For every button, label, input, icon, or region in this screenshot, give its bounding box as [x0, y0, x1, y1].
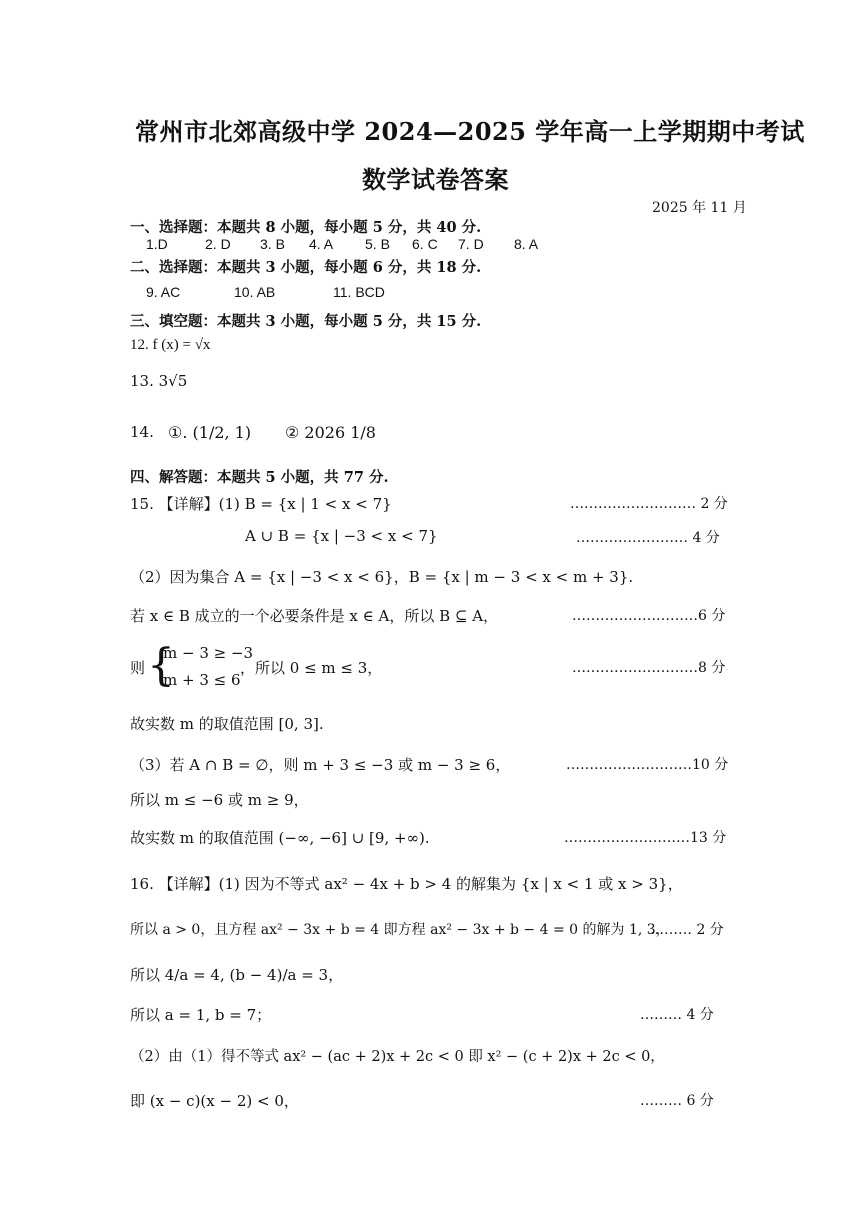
fill-answer-12: 12. f (x) = √x: [130, 337, 211, 353]
multi-answer: 9. AC: [146, 284, 181, 300]
q15-line-1: 15. 【详解】(1) B = {x | 1 < x < 7}: [130, 495, 392, 513]
q16-line-4: 所以 a = 1, b = 7；: [130, 1006, 272, 1024]
q15-score-10: ………………………10 分: [566, 757, 729, 773]
q15-score-2: ……………………… 2 分: [570, 496, 728, 512]
q15-score-13: ………………………13 分: [564, 830, 727, 846]
q15-line-3: （2）因为集合 A = {x | −3 < x < 6}，B = {x | m − 3 < x < m + 3}.: [130, 568, 634, 586]
q15-line-9: 故实数 m 的取值范围 (−∞, −6] ∪ [9, +∞).: [130, 829, 430, 847]
q16-line-1: 16. 【详解】(1) 因为不等式 ax² − 4x + b > 4 的解集为 {x | x < 1 或 x > 3}，: [130, 875, 683, 893]
mc-answer: 1.D: [146, 236, 168, 252]
q15-score-4: …………………… 4 分: [576, 530, 720, 546]
section-2-heading: 二、选择题：本题共 3 小题，每小题 6 分，共 18 分.: [130, 259, 482, 276]
title-line-2: 数学试卷答案: [362, 165, 509, 194]
fill-answer-14-number: 14.: [130, 423, 154, 441]
mc-answer: 6. C: [412, 236, 438, 252]
q15-system-brace: {: [147, 640, 175, 691]
mc-answer: 8. A: [514, 236, 539, 252]
q16-score-2: ……… 2 分: [650, 922, 724, 938]
q15-line-7: （3）若 A ∩ B = ∅，则 m + 3 ≤ −3 或 m − 3 ≥ 6，: [130, 756, 511, 774]
q15-line-8: 所以 m ≤ −6 或 m ≥ 9，: [130, 791, 309, 809]
q15-line-5: ，所以 0 ≤ m ≤ 3，: [240, 659, 383, 677]
fill-answer-14-part2: ② 2026 1/8: [285, 423, 376, 442]
title-line-1: 常州市北郊高级中学 2024—2025 学年高一上学期期中考试: [135, 117, 805, 146]
q15-system-row-2: m + 3 ≤ 6: [163, 671, 241, 689]
fill-answer-13: 13. 3√5: [130, 372, 188, 390]
mc-answer: 3. B: [260, 236, 285, 252]
multi-answer: 11. BCD: [333, 284, 385, 300]
q15-line-4: 若 x ∈ B 成立的一个必要条件是 x ∈ A，所以 B ⊆ A，: [130, 607, 499, 625]
section-1-heading: 一、选择题：本题共 8 小题，每小题 5 分，共 40 分.: [130, 219, 482, 236]
mc-answer: 4. A: [309, 236, 334, 252]
q16-line-2: 所以 a > 0，且方程 ax² − 3x + b = 4 即方程 ax² − 3x + b − 4 = 0 的解为 1, 3，: [130, 922, 670, 938]
q16-line-5: （2）由（1）得不等式 ax² − (ac + 2)x + 2c < 0 即 x² − (c + 2)x + 2c < 0，: [130, 1049, 665, 1065]
q15-line-6: 故实数 m 的取值范围 [0, 3].: [130, 715, 324, 733]
section-4-heading: 四、解答题：本题共 5 小题，共 77 分.: [130, 469, 389, 486]
q15-system-prefix: 则: [130, 659, 146, 677]
q15-score-6: ………………………6 分: [572, 608, 726, 624]
fill-answer-14-part1: ①. (1/2, 1): [168, 423, 252, 442]
mc-answer: 7. D: [458, 236, 484, 252]
q15-system-row-1: m − 3 ≥ −3: [163, 644, 254, 662]
q16-score-6: ……… 6 分: [640, 1093, 714, 1109]
q16-line-3: 所以 4/a = 4, (b − 4)/a = 3，: [130, 966, 344, 984]
q15-line-2: A ∪ B = {x | −3 < x < 7}: [245, 527, 438, 545]
mc-answer: 5. B: [365, 236, 390, 252]
section-3-heading: 三、填空题：本题共 3 小题，每小题 5 分，共 15 分.: [130, 313, 482, 330]
q16-score-4: ……… 4 分: [640, 1007, 714, 1023]
exam-date: 2025 年 11 月: [652, 200, 747, 216]
q15-score-8: ………………………8 分: [572, 660, 726, 676]
q16-line-6: 即 (x − c)(x − 2) < 0，: [130, 1092, 299, 1110]
mc-answer: 2. D: [205, 236, 231, 252]
multi-answer: 10. AB: [234, 284, 276, 300]
